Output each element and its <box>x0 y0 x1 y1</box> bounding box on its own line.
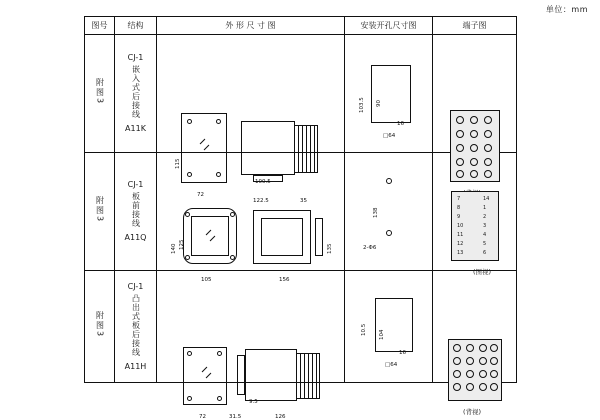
terminal-label: 8 <box>457 204 461 211</box>
dim-line <box>157 327 231 328</box>
dim-label: 31.5 <box>229 414 242 420</box>
dim-label: 103.5 <box>359 97 365 113</box>
cell-mounting-hole-drawing <box>345 153 433 271</box>
terminal-view-note: (背视) <box>463 407 482 416</box>
dim-label: 100.5 <box>255 179 271 185</box>
outline-drawing-3 <box>157 325 344 420</box>
structure-line-1: CJ-1 <box>127 53 144 62</box>
terminal-pin <box>470 130 478 138</box>
dim-label: 10.5 <box>361 323 367 336</box>
terminal-pin <box>490 383 498 391</box>
terminal-view-note: (图视) <box>473 267 492 276</box>
dim-label: 2-Φ6 <box>363 245 377 251</box>
terminal-pin <box>453 370 461 378</box>
terminal-label: 4 <box>483 231 487 238</box>
terminal-pin <box>490 357 498 365</box>
hole-outline <box>375 298 413 352</box>
mount-hole <box>217 351 222 356</box>
body-side <box>241 121 295 175</box>
mount-hole <box>187 351 192 356</box>
leader-line <box>345 266 361 267</box>
dim-line <box>345 332 346 374</box>
dim-line <box>345 145 365 146</box>
header-drawing-no: 图号 <box>85 17 115 35</box>
terminal-label: 10 <box>457 222 464 229</box>
dim-label: 16 <box>397 121 404 127</box>
structure-line-3: A11Q <box>124 233 147 242</box>
structure-line-1: CJ-1 <box>127 281 144 291</box>
dim-line <box>345 99 346 145</box>
drawing-no-text: 附图3 <box>95 195 105 224</box>
dim-label: 72 <box>197 192 204 198</box>
cell-terminal-drawing <box>433 35 517 153</box>
hole-drawing-2 <box>345 156 432 267</box>
table-row <box>85 35 517 153</box>
terminal-pin <box>453 357 461 365</box>
dim-line <box>345 214 346 266</box>
terminal-label: 11 <box>457 231 464 238</box>
table-row <box>85 271 517 383</box>
cell-structure <box>115 271 157 383</box>
terminal-pin <box>456 158 464 166</box>
dim-label: 9.5 <box>249 399 258 405</box>
terminal-pin <box>470 144 478 152</box>
mount-hole <box>216 172 221 177</box>
cell-outline-drawing <box>157 271 345 420</box>
terminal-label: 5 <box>483 240 487 247</box>
dim-label: 156 <box>279 276 290 283</box>
hole-drawing-1 <box>345 41 432 146</box>
structure-line-3: A11K <box>125 124 146 133</box>
mounting-flange <box>237 355 245 395</box>
terminal-label: 6 <box>483 249 487 256</box>
dim-label: 125 <box>179 239 185 250</box>
outline-drawing-1 <box>157 91 344 204</box>
terminal-label: 2 <box>483 213 487 220</box>
header-terminal: 端子图 <box>433 17 517 35</box>
terminal-drawing-2 <box>433 177 516 276</box>
header-outline: 外 形 尺 寸 图 <box>157 17 345 35</box>
terminal-pin <box>479 383 487 391</box>
terminal-label: 7 <box>457 195 461 202</box>
drawing-no-text: 附图3 <box>95 77 105 106</box>
terminal-pin <box>470 158 478 166</box>
terminal-fins <box>295 125 318 173</box>
terminal-pin <box>479 357 487 365</box>
cell-structure <box>115 153 157 271</box>
terminal-pin <box>453 344 461 352</box>
dim-label: 126 <box>275 414 286 420</box>
hole-outline <box>371 65 411 123</box>
structure-line-2: 嵌入式后接线 <box>131 65 141 119</box>
mount-hole <box>216 119 221 124</box>
dim-line <box>157 95 179 96</box>
terminal-pin <box>484 116 492 124</box>
terminal-label: 14 <box>483 195 490 202</box>
mount-hole <box>187 172 192 177</box>
terminal-pin <box>479 344 487 352</box>
drawing-no-text: 附图3 <box>95 310 105 339</box>
terminal-pin <box>490 370 498 378</box>
terminal-label: 12 <box>457 240 464 247</box>
structure-line-2: 凸出式板后接线 <box>131 293 141 357</box>
body-inner <box>261 218 303 256</box>
unit-note: 单位：mm <box>545 5 588 14</box>
drill-hole <box>386 178 392 184</box>
header-structure: 结构 <box>115 17 157 35</box>
dim-line <box>345 278 346 332</box>
terminal-pin <box>490 344 498 352</box>
terminal-pin <box>484 130 492 138</box>
mount-hole <box>217 396 222 401</box>
mount-hole <box>230 255 235 260</box>
inner-frame <box>191 216 229 256</box>
cell-structure <box>115 35 157 153</box>
terminal-pin <box>484 144 492 152</box>
dim-label: 140 <box>171 243 177 254</box>
cell-outline-drawing <box>157 35 345 204</box>
outline-drawing-2 <box>157 184 344 283</box>
dim-label: 16 <box>399 350 406 356</box>
mount-hole <box>187 396 192 401</box>
terminal-block <box>315 218 323 256</box>
mount-hole <box>185 212 190 217</box>
structure-line-2: 板前接线 <box>131 192 141 228</box>
terminal-pin <box>456 116 464 124</box>
terminal-pin <box>456 130 464 138</box>
terminal-label: 9 <box>457 213 461 220</box>
hole-drawing-3 <box>345 278 432 375</box>
terminal-pin <box>453 383 461 391</box>
terminal-pin <box>484 158 492 166</box>
cell-terminal-drawing <box>433 271 517 416</box>
dim-label: 104 <box>379 329 385 340</box>
cell-mounting-hole-drawing <box>345 35 433 153</box>
terminal-label: 3 <box>483 222 487 229</box>
dim-line <box>345 41 346 99</box>
terminal-label: 1 <box>483 204 487 211</box>
dim-label: 138 <box>373 207 379 218</box>
cell-drawing-no <box>85 153 115 271</box>
dim-label: □64 <box>385 362 398 368</box>
dim-label: 105 <box>201 276 212 283</box>
terminal-fins <box>297 353 320 399</box>
terminal-pin <box>466 344 474 352</box>
divider <box>433 177 434 247</box>
dim-label: 72 <box>199 414 206 420</box>
cell-drawing-no <box>85 271 115 383</box>
drill-hole <box>386 230 392 236</box>
mount-hole <box>185 255 190 260</box>
dim-line <box>345 374 365 375</box>
structure-line-1: CJ-1 <box>127 180 144 189</box>
dim-label: 115 <box>175 158 181 169</box>
terminal-pin <box>466 370 474 378</box>
dim-label: 90 <box>376 100 382 107</box>
body-side <box>245 349 297 401</box>
terminal-pin <box>456 144 464 152</box>
cell-mounting-hole-drawing <box>345 271 433 383</box>
center-line <box>345 156 346 214</box>
terminal-pin <box>479 370 487 378</box>
dim-label: 122.5 <box>253 198 269 204</box>
header-mounting-hole: 安装开孔尺寸图 <box>345 17 433 35</box>
mount-hole <box>187 119 192 124</box>
dim-label: 135 <box>327 243 333 254</box>
terminal-pin <box>466 383 474 391</box>
dim-label: □64 <box>383 133 396 139</box>
terminal-label: 13 <box>457 249 464 256</box>
structure-line-3: A11H <box>124 361 147 371</box>
spec-table <box>84 16 517 420</box>
terminal-pin <box>470 116 478 124</box>
terminal-pin <box>466 357 474 365</box>
mount-hole <box>230 212 235 217</box>
table-header-row <box>85 17 517 35</box>
dim-label: 35 <box>300 198 307 204</box>
cell-drawing-no <box>85 35 115 153</box>
body-edge <box>157 184 158 238</box>
